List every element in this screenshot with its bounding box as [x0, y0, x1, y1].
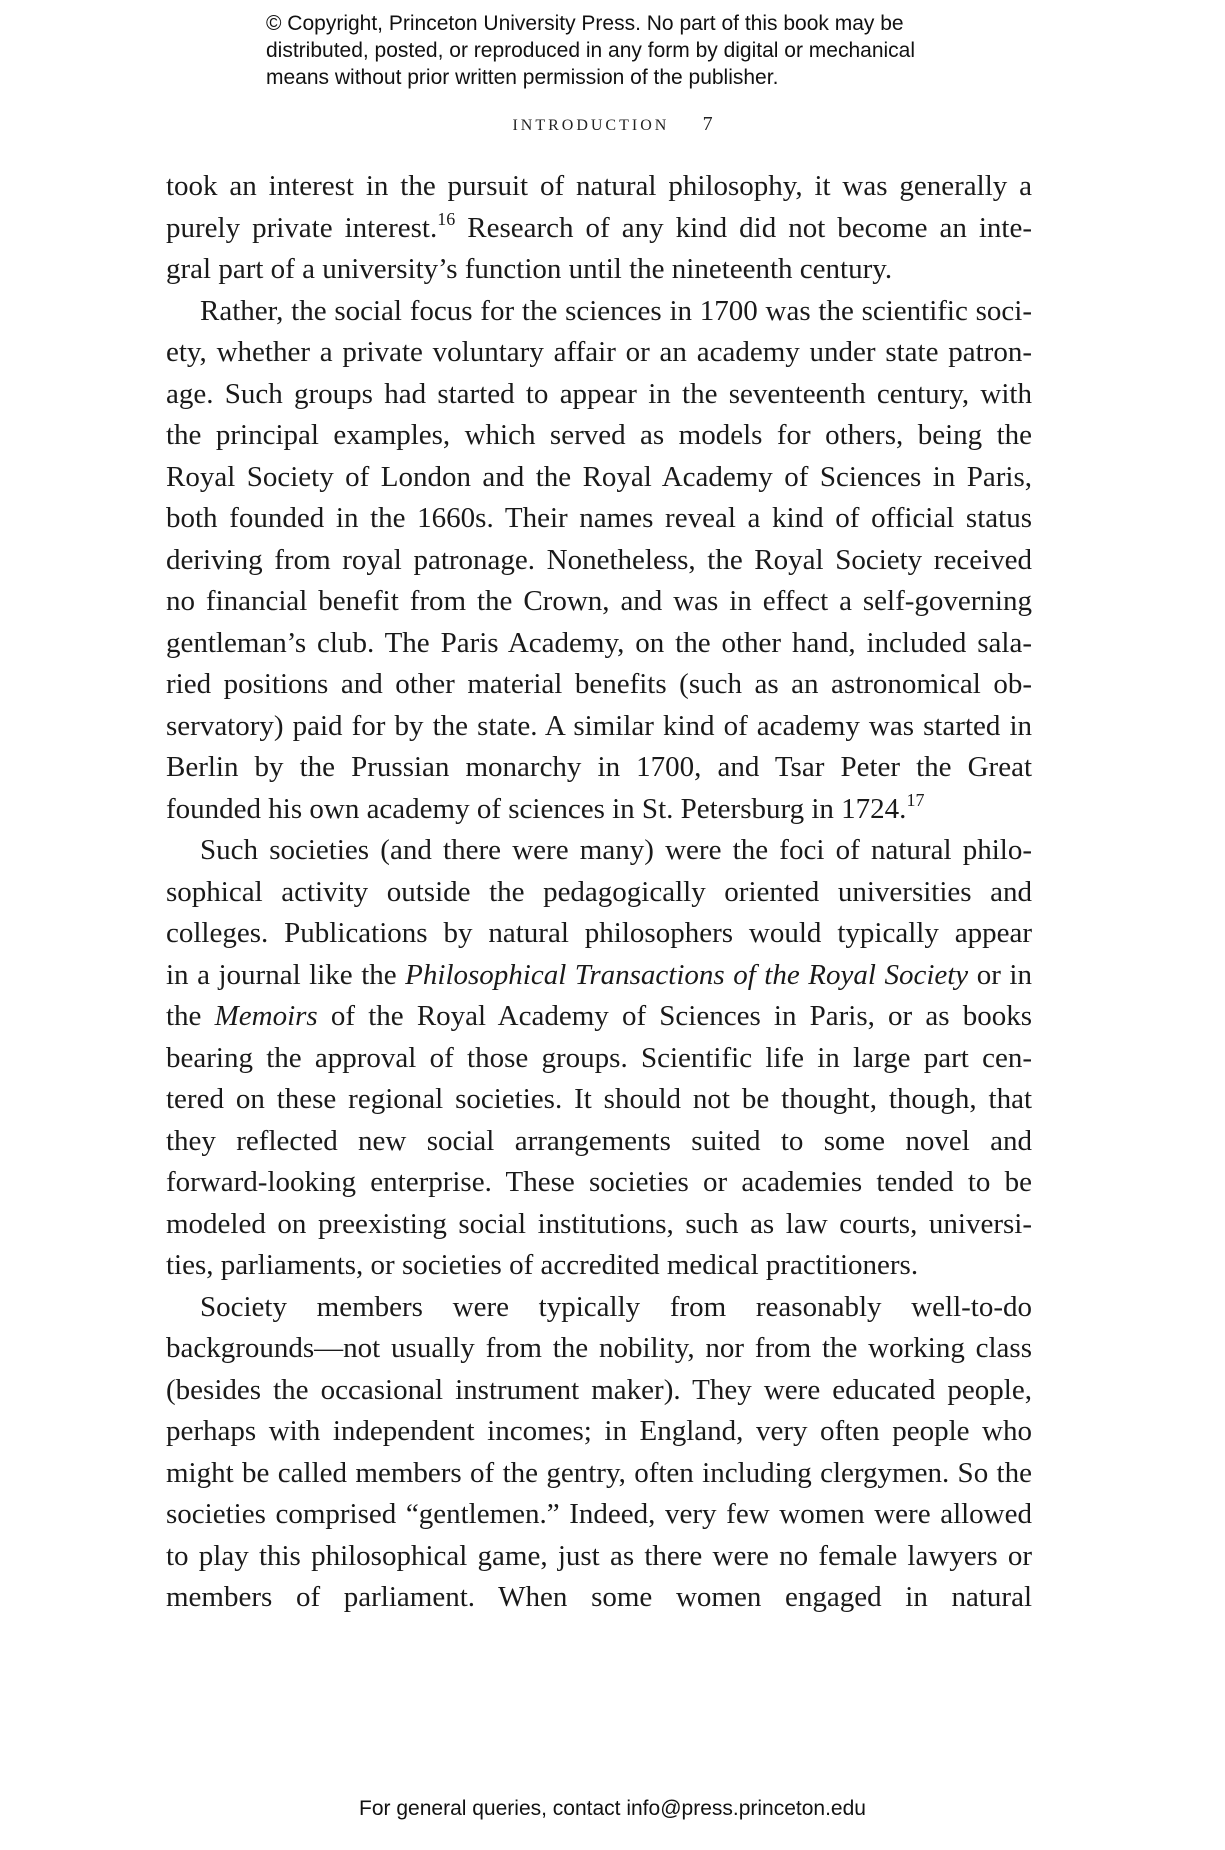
- text-line: [166, 1494, 1032, 1536]
- text-line: [166, 1038, 1032, 1080]
- text-segment: they reflected new social arrangements suited to some novel and: [166, 1124, 1032, 1157]
- text-line: [166, 249, 1032, 291]
- text-line: [166, 789, 1032, 831]
- text-line: [166, 664, 1032, 706]
- text-line: [166, 747, 1032, 789]
- text-segment: Rather, the social focus for the sciences in 1700 was the scientific soci-: [200, 294, 1032, 327]
- text-line: [166, 1577, 1032, 1619]
- text-line: [166, 996, 1032, 1038]
- text-line: [166, 830, 1032, 872]
- text-segment: servatory) paid for by the state. A similar kind of academy was started in: [166, 709, 1032, 742]
- text-segment: colleges. Publications by natural philosophers would typically appear: [166, 917, 1032, 949]
- text-line: [166, 1079, 1032, 1121]
- copyright-line: distributed, posted, or reproduced in any form by digital or mechanical: [266, 39, 916, 62]
- text-line: [166, 913, 1032, 955]
- text-line: [166, 166, 1032, 208]
- text-segment: age. Such groups had started to appear in the seventeenth century, with: [166, 377, 1032, 410]
- text-line: [166, 1453, 1032, 1495]
- text-segment: gentleman’s club. The Paris Academy, on the other hand, included sala-: [166, 626, 1032, 659]
- text-line: [166, 1162, 1032, 1204]
- text-line: [166, 1287, 1032, 1329]
- text-line: [166, 1411, 1032, 1453]
- footnote-reference: 16: [437, 208, 456, 229]
- text-segment: purely private interest.: [166, 211, 438, 244]
- body-text: [166, 166, 1032, 1619]
- copyright-line: means without prior written permission of the publisher.: [266, 66, 779, 89]
- text-line: [166, 1328, 1032, 1370]
- text-segment: members of parliament. When some women engaged in natural: [166, 1581, 1032, 1613]
- text-line: [166, 457, 1032, 499]
- text-segment: both founded in the 1660s. Their names reveal a kind of official status: [166, 502, 1032, 534]
- text-line: [166, 498, 1032, 540]
- text-segment: sophical activity outside the pedagogically oriented universities and: [166, 875, 1032, 908]
- text-segment: no financial benefit from the Crown, and was in effect a self-governing: [166, 585, 1032, 617]
- text-segment: backgrounds—not usually from the nobility, nor from the working class: [166, 1332, 1032, 1364]
- text-segment: ried positions and other material benefits (such as an astronomical ob-: [166, 668, 1032, 700]
- text-line: [166, 1204, 1032, 1246]
- text-segment: might be called members of the gentry, often including clergymen. So the: [166, 1456, 1032, 1489]
- text-line: [166, 208, 1032, 250]
- text-segment: the principal examples, which served as models for others, being the: [166, 419, 1032, 451]
- footer-contact: For general queries, contact info@press.princeton.edu: [359, 1797, 866, 1820]
- text-segment: modeled on preexisting social institutions, such as law courts, universi-: [166, 1207, 1032, 1240]
- text-segment: societies comprised “gentlemen.” Indeed, very few women were allowed: [166, 1498, 1032, 1530]
- text-segment: the: [166, 1000, 215, 1032]
- text-line: [166, 1245, 1032, 1287]
- text-segment: Royal Society of London and the Royal Academy of Sciences in Paris,: [166, 460, 1032, 493]
- text-line: [166, 540, 1032, 582]
- text-line: [166, 332, 1032, 374]
- text-line: [166, 706, 1032, 748]
- running-title: INTRODUCTION: [512, 117, 670, 134]
- italic-title: Memoirs: [214, 1000, 318, 1032]
- text-segment: deriving from royal patronage. Nonetheless, the Royal Society received: [166, 543, 1032, 576]
- text-segment: ties, parliaments, or societies of accredited medical practitioners.: [166, 1249, 919, 1281]
- text-line: [166, 581, 1032, 623]
- text-segment: bearing the approval of those groups. Scientific life in large part cen-: [166, 1041, 1032, 1074]
- text-segment: Berlin by the Prussian monarchy in 1700, and Tsar Peter the Great: [166, 751, 1032, 783]
- text-line: [166, 872, 1032, 914]
- text-segment: Such societies (and there were many) were the foci of natural philo-: [200, 834, 1032, 866]
- text-line: [166, 1536, 1032, 1578]
- text-segment: of the Royal Academy of Sciences in Paris, or as books: [317, 1000, 1032, 1032]
- italic-title: Philosophical Transactions of the Royal Society: [405, 958, 969, 991]
- running-head: [0, 113, 1225, 136]
- text-segment: Research of any kind did not become an inte-: [455, 211, 1032, 244]
- text-segment: forward-looking enterprise. These societies or academies tended to be: [166, 1166, 1032, 1198]
- text-segment: ety, whether a private voluntary affair or an academy under state patron-: [166, 336, 1032, 368]
- copyright-notice: [266, 10, 1026, 91]
- text-line: [166, 291, 1032, 333]
- text-segment: gral part of a university’s function until the nineteenth century.: [166, 253, 893, 285]
- text-segment: in a journal like the: [166, 958, 406, 991]
- text-line: [166, 374, 1032, 416]
- text-segment: perhaps with independent incomes; in England, very often people who: [166, 1415, 1032, 1447]
- text-segment: Society members were typically from reasonably well-to-do: [200, 1290, 1032, 1323]
- text-segment: took an interest in the pursuit of natural philosophy, it was generally a: [166, 170, 1032, 202]
- text-segment: to play this philosophical game, just as there were no female lawyers or: [166, 1539, 1032, 1572]
- text-line: [166, 415, 1032, 457]
- page-number: 7: [702, 113, 713, 135]
- footnote-reference: 17: [906, 789, 925, 810]
- copyright-line: © Copyright, Princeton University Press. No part of this book may be: [266, 12, 904, 35]
- text-segment: tered on these regional societies. It should not be thought, though, that: [166, 1083, 1032, 1115]
- text-segment: founded his own academy of sciences in St. Petersburg in 1724.: [166, 792, 907, 825]
- text-line: [166, 1121, 1032, 1163]
- text-segment: or in: [968, 958, 1032, 991]
- text-line: [166, 955, 1032, 997]
- text-line: [166, 623, 1032, 665]
- text-line: [166, 1370, 1032, 1412]
- text-segment: (besides the occasional instrument maker). They were educated people,: [166, 1373, 1032, 1406]
